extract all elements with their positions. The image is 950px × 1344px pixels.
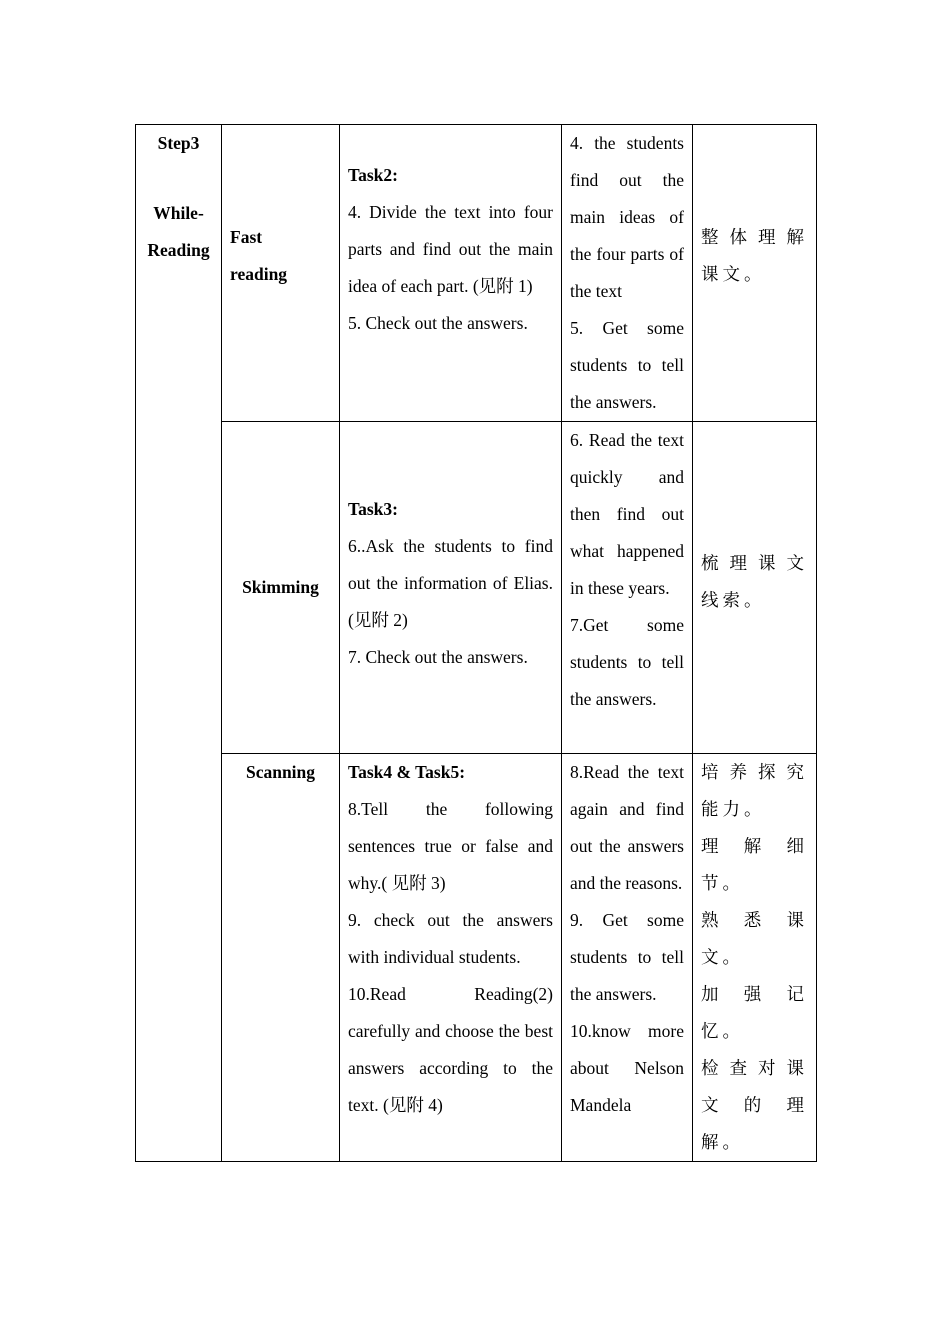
teacher-item: 8.Tell the following sentences true or false and why.( 见附 3)	[348, 799, 553, 893]
teacher-item: 6..Ask the students to find out the information of Elias.(见附 2)	[348, 536, 553, 630]
table-row	[136, 754, 817, 1162]
table-row	[136, 422, 817, 754]
purpose-item: 检查对课文的理解。	[701, 1058, 808, 1152]
purpose-cell	[693, 754, 817, 1162]
phase-label-2: reading	[230, 264, 288, 284]
teacher-item: 10.Read Reading(2) carefully and choose the best answers according to the text. (见附 4)	[348, 984, 553, 1115]
purpose-item: 培养探究能力。	[701, 762, 808, 819]
purpose-cell	[693, 125, 817, 422]
student-item: 8.Read the text again and find out the answers and the reasons.	[570, 762, 684, 893]
purpose-item: 熟悉课文。	[701, 910, 808, 967]
teacher-activity-cell	[340, 754, 562, 1162]
phase-label: Fast	[230, 227, 263, 247]
purpose-item: 加强记忆。	[701, 984, 808, 1041]
lesson-plan-table	[135, 124, 817, 1162]
teacher-item: 7. Check out the answers.	[348, 647, 528, 667]
purpose-cell	[693, 422, 817, 754]
student-item: 5. Get some students to tell the answers.	[570, 318, 684, 412]
phase-label: Skimming	[242, 577, 319, 597]
student-activity-cell	[562, 422, 693, 754]
phase-scanning	[222, 754, 340, 1162]
student-item: 9. Get some students to tell the answers.	[570, 910, 684, 1004]
step-label: Step3	[157, 133, 200, 153]
step-phase-label: While-	[153, 203, 204, 223]
student-activity-cell	[562, 754, 693, 1162]
phase-label: Scanning	[245, 762, 316, 782]
student-item: 7.Get some students to tell the answers.	[570, 615, 684, 709]
teacher-item: 9. check out the answers with individual students.	[348, 910, 553, 967]
task-title: Task2:	[348, 165, 398, 185]
table-row	[136, 125, 817, 422]
task-title: Task3:	[348, 499, 398, 519]
phase-skimming	[222, 422, 340, 754]
purpose-item: 理解细节。	[701, 836, 808, 893]
purpose-item: 整体理解课文。	[701, 227, 808, 284]
teacher-activity-cell	[340, 422, 562, 754]
student-item: 4. the students find out the main ideas of the four parts of the text	[570, 133, 684, 301]
purpose-item: 梳理课文线索。	[701, 552, 808, 610]
teacher-item: 4. Divide the text into four parts and find out the main idea of each part. (见附 1)	[348, 202, 553, 296]
step-phase-label-2: Reading	[147, 240, 210, 260]
teacher-activity-cell	[340, 125, 562, 422]
task-title: Task4 & Task5:	[348, 762, 466, 782]
phase-fast-reading	[222, 125, 340, 422]
teacher-item: 5. Check out the answers.	[348, 313, 528, 333]
student-item: 6. Read the text quickly and then find out what happened in these years.	[570, 430, 684, 598]
student-activity-cell	[562, 125, 693, 422]
step-cell	[136, 125, 222, 1162]
student-item: 10.know more about Nelson Mandela	[570, 1021, 684, 1115]
